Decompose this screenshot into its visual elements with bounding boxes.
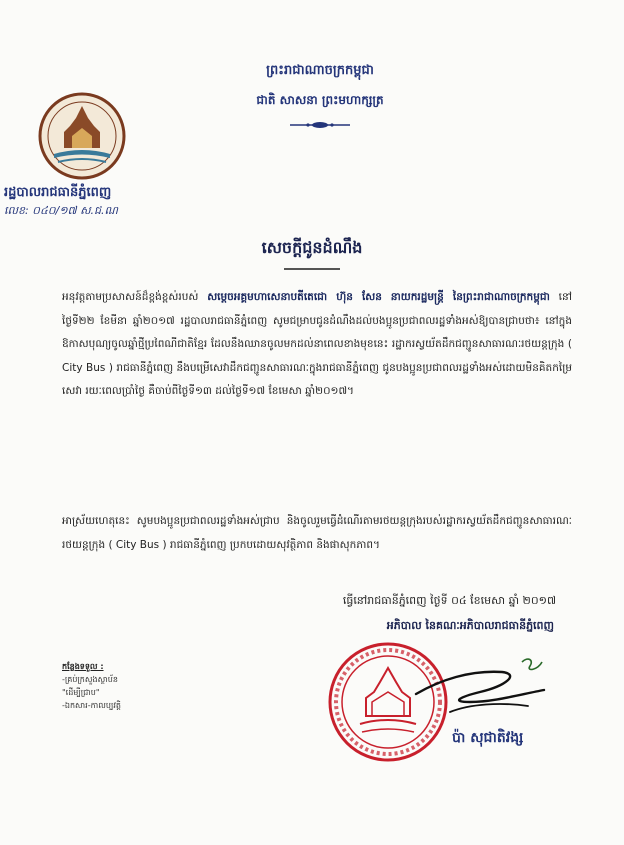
signatory-title: អភិបាល នៃគណៈអភិបាលរាជធានីភ្នំពេញ [386, 619, 554, 632]
recipient-item: -គ្រប់ក្រសួងស្ថាប័ន [62, 675, 118, 684]
recipients-heading: កន្លែងទទួល : [62, 662, 104, 671]
title-underline [284, 268, 340, 270]
date-line: ធ្វើនៅរាជធានីភ្នំពេញ ថ្ងៃទី ០៤ ខែមេសា ឆ្នាំ ២០១៧ [342, 594, 556, 607]
paragraph-1-body: នៅថ្ងៃទី២២ ខែមីនា ឆ្នាំ២០១៧ រដ្ឋបាលរាជធានីភ្នំពេញ សូមជម្រាបជូនដំណឹងដល់បងប្អូនប្រជាពលរដ្ឋទាំងអស់ឱ្យបានជ្រាបថា៖ នៅក្នុងឱកាសបុណ្យចូលឆ្នាំថ្មីប្រពៃណីជាតិខ្មែរ ដែលនឹងឈានចូលមកដល់នាពេលខាងមុខនេះ រដ្ឋាករស្វយ័តដឹកជញ្ជូនសាធារណៈរថយន្តក្រុង ( City Bus ) រាជធានីភ្នំពេញ នឹងបម្រើសេវាដឹកជញ្ជូនសាធារណៈក្នុងរាជធានីភ្នំពេញ ជូនបងប្អូនប្រជាពលរដ្ឋទាំងអស់ដោយមិនគិតកម្រៃសេវា រយៈពេលប្រាំថ្ងៃ គឺចាប់ពីថ្ងៃទី១៣ ដល់ថ្ងៃទី១៧ ខែមេសា ឆ្នាំ២០១៧។ [62, 291, 572, 397]
recipients-block [62, 660, 121, 712]
handwritten-signature [410, 650, 550, 730]
issuing-office: រដ្ឋបាលរាជធានីភ្នំពេញ [4, 185, 112, 200]
dignitary-title: នាយករដ្ឋមន្ត្រី នៃព្រះរាជាណាចក្រកម្ពុជា [390, 291, 550, 303]
paragraph-1 [62, 286, 572, 404]
kingdom-heading: ព្រះរាជាណាចក្រកម្ពុជា [266, 63, 374, 78]
document-title: សេចក្តីជូនដំណឹង [261, 238, 363, 257]
recipient-item: -ឯកសារ-កាលប្បវត្តិ [62, 701, 121, 710]
paragraph-1-lead: អនុវត្តតាមប្រសាសន៍ដ៏ខ្ពង់ខ្ពស់របស់ [62, 291, 208, 303]
motto-heading: ជាតិ សាសនា ព្រះមហាក្សត្រ [256, 93, 384, 107]
dignitary-name: សម្តេចអគ្គមហាសេនាបតីតេជោ ហ៊ុន សែន [207, 291, 382, 303]
paragraph-2: អាស្រ័យហេតុនេះ សូមបងប្អូនប្រជាពលរដ្ឋទាំងអស់ជ្រាប និងចូលរួមធ្វើដំណើរតាមរថយន្តក្រុងរបស់រដ្ឋាករស្វយ័តដឹកជញ្ជូនសាធារណៈរថយន្តក្រុង ( City Bus ) រាជធានីភ្នំពេញ ប្រកបដោយសុវត្ថិភាព និងផាសុកភាព។ [62, 515, 572, 551]
ornament-divider [290, 121, 350, 129]
signatory-name: ប៉ា សុជាតិវង្ស [452, 730, 524, 746]
recipient-item: "ដើម្បីជ្រាប" [62, 688, 100, 697]
phnom-penh-emblem-logo [34, 88, 130, 180]
reference-number: លេខ: ០៤០/១៧ ស.ជ.ណ [4, 204, 118, 217]
